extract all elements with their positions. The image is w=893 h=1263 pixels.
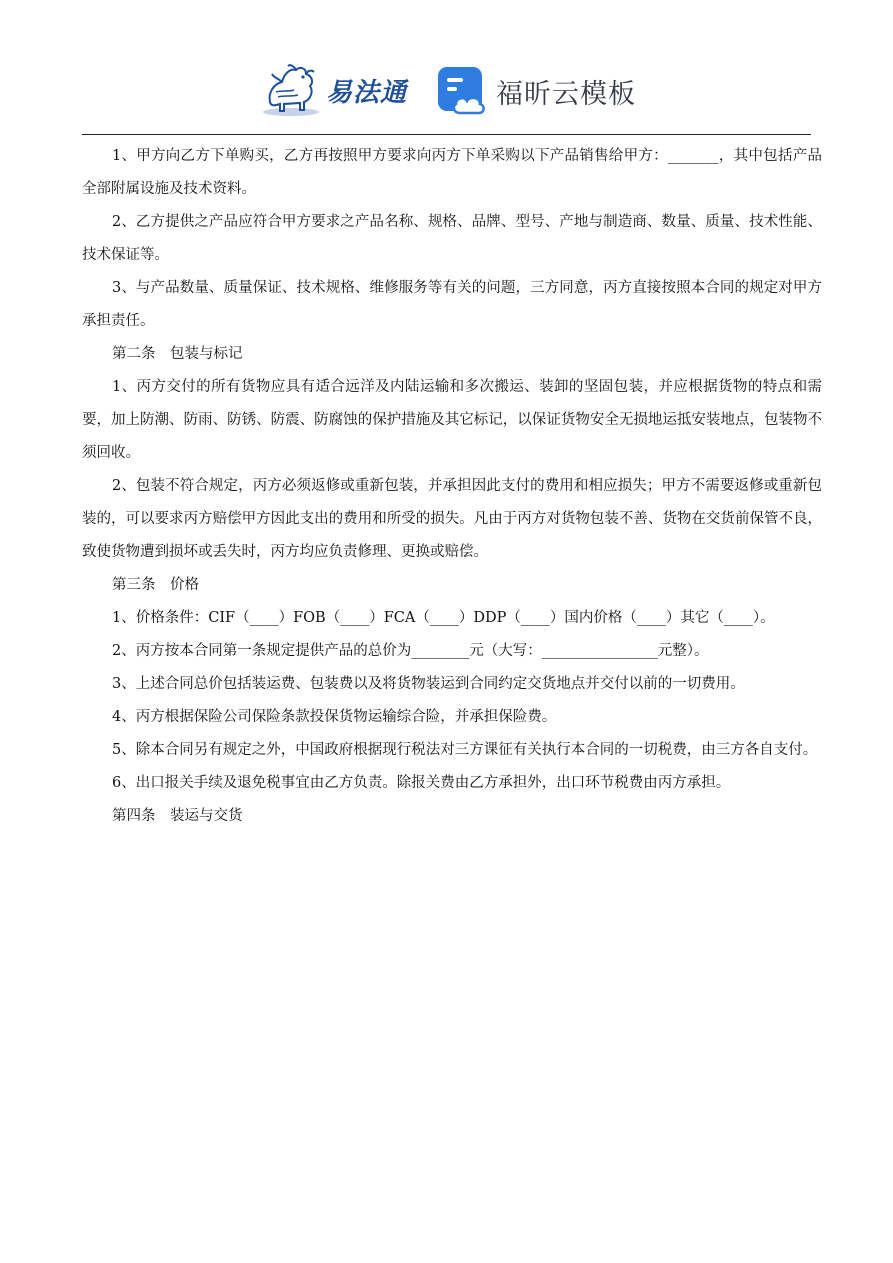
fuxin-logo-text: 福昕云模板 — [496, 78, 636, 110]
document-body — [82, 140, 822, 833]
section-heading-price: 第三条 价格 — [112, 577, 199, 593]
fuxin-cloud-icon — [436, 65, 488, 117]
clause-2-item-1: 1、丙方交付的所有货物应具有适合远洋及内陆运输和多次搬运、装卸的坚固包装，并应根据货物的特点和需要，加上防潮、防雨、防锈、防震、防腐蚀的保护措施及其它标记，以保证货物安全无损地运抵安装地点，包装物不须回收。 — [82, 379, 822, 461]
clause-2-item-2: 2、包装不符合规定，丙方必须返修或重新包装，并承担因此支付的费用和相应损失；甲方不需要返修或重新包装的，可以要求丙方赔偿甲方因此支出的费用和所受的损失。凡由于丙方对货物包装不善、货物在交货前保管不良，致使货物遭到损坏或丢失时，丙方均应负责修理、更换或赔偿。 — [82, 478, 822, 560]
section-heading-shipping: 第四条 装运与交货 — [112, 808, 243, 824]
clause-3-item-5: 5、除本合同另有规定之外，中国政府根据现行税法对三方课征有关执行本合同的一切税费，由三方各自支付。 — [112, 742, 818, 758]
qilin-emblem-icon — [260, 62, 322, 118]
yifatong-logo-text: 易法通 — [326, 77, 408, 108]
section-heading-packaging: 第二条 包装与标记 — [112, 346, 243, 362]
clause-3-item-3: 3、上述合同总价包括装运费、包装费以及将货物装运到合同约定交货地点并交付以前的一切费用。 — [112, 676, 745, 692]
clause-3-item-6: 6、出口报关手续及退免税事宜由乙方负责。除报关费由乙方承担外，出口环节税费由丙方承担。 — [112, 775, 731, 791]
clause-1-item-2: 2、乙方提供之产品应符合甲方要求之产品名称、规格、品牌、型号、产地与制造商、数量、质量、技术性能、技术保证等。 — [82, 214, 822, 263]
header-divider — [82, 134, 811, 135]
clause-1-item-1: 1、甲方向乙方下单购买，乙方再按照甲方要求向丙方下单采购以下产品销售给甲方：_______，其中包括产品全部附属设施及技术资料。 — [82, 148, 822, 197]
clause-3-item-1: 1、价格条件：CIF（____）FOB（____）FCA（____）DDP（____）国内价格（____）其它（____）。 — [112, 610, 775, 626]
page-header — [0, 0, 893, 136]
fuxin-logo — [436, 64, 636, 118]
clause-3-item-2: 2、丙方按本合同第一条规定提供产品的总价为________元（大写：________________元整）。 — [112, 643, 709, 659]
clause-3-item-4: 4、丙方根据保险公司保险条款投保货物运输综合险，并承担保险费。 — [112, 709, 557, 725]
yifatong-logo — [260, 60, 420, 120]
clause-1-item-3: 3、与产品数量、质量保证、技术规格、维修服务等有关的问题，三方同意，丙方直接按照本合同的规定对甲方承担责任。 — [82, 280, 822, 329]
